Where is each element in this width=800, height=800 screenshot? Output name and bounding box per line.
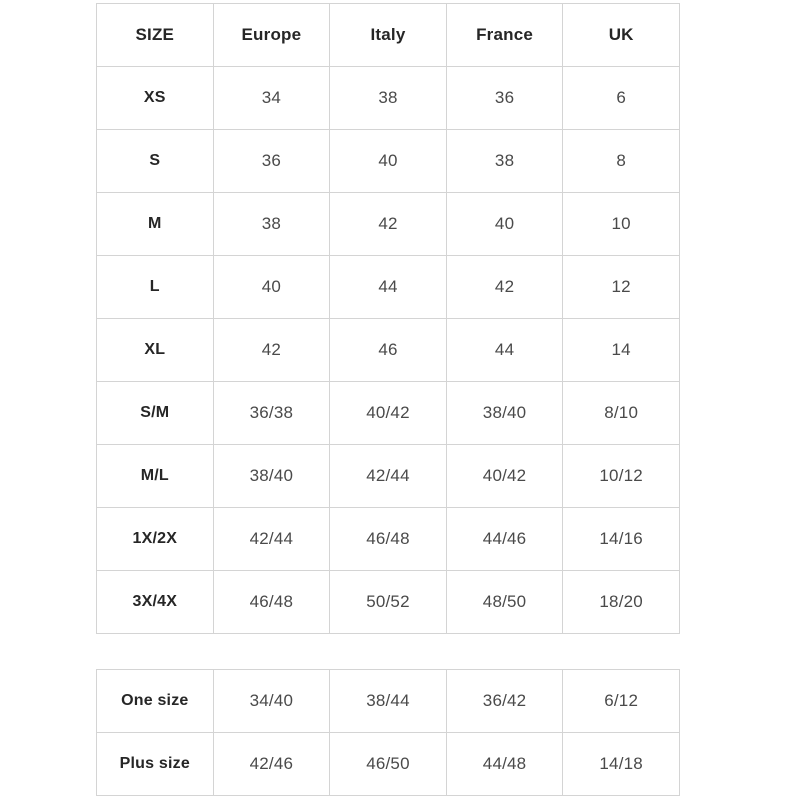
italy-value: 40/42 <box>330 382 447 445</box>
france-value: 38/40 <box>446 382 563 445</box>
italy-value: 46/48 <box>330 508 447 571</box>
france-value: 48/50 <box>446 571 563 634</box>
size-label: S <box>97 130 214 193</box>
france-value: 38 <box>446 130 563 193</box>
italy-value: 38 <box>330 67 447 130</box>
size-label: S/M <box>97 382 214 445</box>
europe-value: 42 <box>213 319 330 382</box>
size-label: XS <box>97 67 214 130</box>
size-label: One size <box>97 670 214 733</box>
table-row-m-l <box>97 445 680 508</box>
uk-value: 10/12 <box>563 445 680 508</box>
column-header-europe: Europe <box>213 4 330 67</box>
france-value: 40/42 <box>446 445 563 508</box>
table-row-xl <box>97 319 680 382</box>
europe-value: 46/48 <box>213 571 330 634</box>
size-label: 3X/4X <box>97 571 214 634</box>
column-header-size: SIZE <box>97 4 214 67</box>
table-row-s <box>97 130 680 193</box>
table-row-3x-4x <box>97 571 680 634</box>
column-header-france: France <box>446 4 563 67</box>
italy-value: 42 <box>330 193 447 256</box>
uk-value: 8/10 <box>563 382 680 445</box>
uk-value: 14 <box>563 319 680 382</box>
italy-value: 46 <box>330 319 447 382</box>
table-row-m <box>97 193 680 256</box>
column-header-uk: UK <box>563 4 680 67</box>
uk-value: 14/18 <box>563 733 680 796</box>
europe-value: 34/40 <box>213 670 330 733</box>
europe-value: 38 <box>213 193 330 256</box>
size-label: M <box>97 193 214 256</box>
italy-value: 42/44 <box>330 445 447 508</box>
size-label: 1X/2X <box>97 508 214 571</box>
table-row-xs <box>97 67 680 130</box>
france-value: 44/48 <box>446 733 563 796</box>
france-value: 44/46 <box>446 508 563 571</box>
header-row <box>97 4 680 67</box>
europe-value: 36/38 <box>213 382 330 445</box>
france-value: 36/42 <box>446 670 563 733</box>
size-label: Plus size <box>97 733 214 796</box>
size-label: L <box>97 256 214 319</box>
europe-value: 42/44 <box>213 508 330 571</box>
table-row-one-size <box>97 670 680 733</box>
table-row-1x-2x <box>97 508 680 571</box>
europe-value: 38/40 <box>213 445 330 508</box>
table-row-plus-size <box>97 733 680 796</box>
europe-value: 40 <box>213 256 330 319</box>
uk-value: 18/20 <box>563 571 680 634</box>
uk-value: 10 <box>563 193 680 256</box>
uk-value: 6 <box>563 67 680 130</box>
uk-value: 8 <box>563 130 680 193</box>
france-value: 36 <box>446 67 563 130</box>
italy-value: 38/44 <box>330 670 447 733</box>
uk-value: 12 <box>563 256 680 319</box>
column-header-italy: Italy <box>330 4 447 67</box>
france-value: 40 <box>446 193 563 256</box>
table-row-l <box>97 256 680 319</box>
size-label: XL <box>97 319 214 382</box>
europe-value: 42/46 <box>213 733 330 796</box>
italy-value: 46/50 <box>330 733 447 796</box>
uk-value: 6/12 <box>563 670 680 733</box>
uk-value: 14/16 <box>563 508 680 571</box>
france-value: 42 <box>446 256 563 319</box>
italy-value: 40 <box>330 130 447 193</box>
europe-value: 36 <box>213 130 330 193</box>
italy-value: 44 <box>330 256 447 319</box>
size-conversion-table <box>96 3 680 634</box>
italy-value: 50/52 <box>330 571 447 634</box>
france-value: 44 <box>446 319 563 382</box>
special-sizes-table <box>96 669 680 796</box>
table-row-s-m <box>97 382 680 445</box>
size-label: M/L <box>97 445 214 508</box>
europe-value: 34 <box>213 67 330 130</box>
